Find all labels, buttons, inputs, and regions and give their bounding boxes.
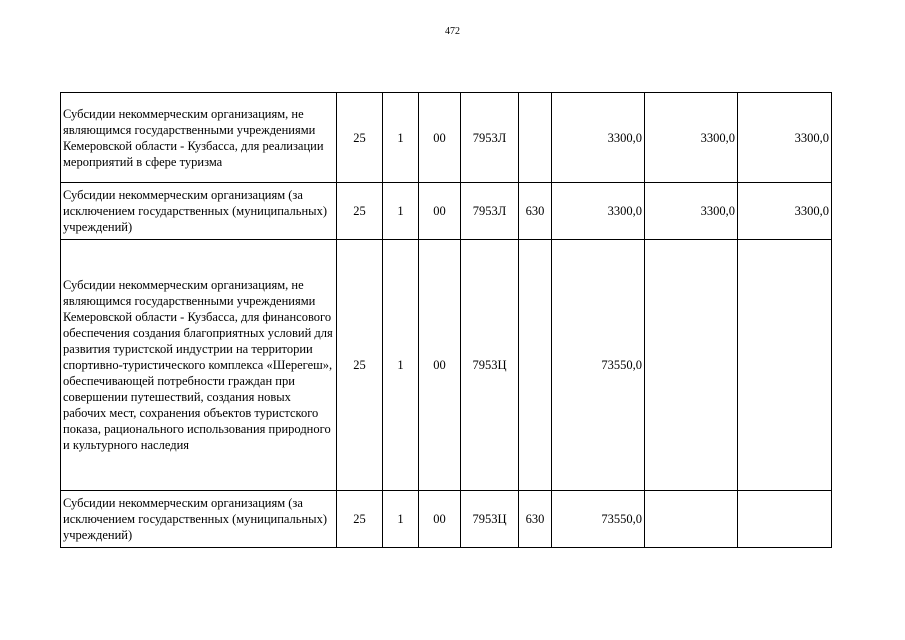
table-row [61, 491, 832, 548]
amount-year3-cell [738, 491, 832, 548]
expense-name-cell: Субсидии некоммерческим организациям, не являющимся государственными учреждениями Кемеровской области - Кузбасса, для финансового обеспечения создания благоприятных условий для развития туристской индустрии на территории спортивно-туристического комплекса «Шерегеш», обеспечивающей потребности граждан при совершении путешествий, создания новых рабочих мест, сохранения объектов туристского показа, рационального использования природного и культурного наследия [61, 240, 337, 491]
amount-year3-cell: 3300,0 [738, 183, 832, 240]
amount-year3-cell: 3300,0 [738, 93, 832, 183]
target-article-cell: 7953Ц [461, 491, 519, 548]
table-row [61, 240, 832, 491]
target-article-cell: 7953Л [461, 183, 519, 240]
expense-name-cell: Субсидии некоммерческим организациям (за исключением государственных (муниципальных) учреждений) [61, 183, 337, 240]
amount-year2-cell: 3300,0 [645, 93, 738, 183]
subsection-code-cell: 00 [419, 93, 461, 183]
section-code-cell: 1 [383, 93, 419, 183]
subsection-code-cell: 00 [419, 491, 461, 548]
amount-year1-cell: 3300,0 [552, 183, 645, 240]
expense-type-cell [519, 240, 552, 491]
ministry-code-cell: 25 [337, 240, 383, 491]
amount-year1-cell: 3300,0 [552, 93, 645, 183]
expense-type-cell: 630 [519, 183, 552, 240]
amount-year2-cell: 3300,0 [645, 183, 738, 240]
expense-name-cell: Субсидии некоммерческим организациям, не являющимся государственными учреждениями Кемеровской области - Кузбасса, для реализации мероприятий в сфере туризма [61, 93, 337, 183]
subsection-code-cell: 00 [419, 240, 461, 491]
ministry-code-cell: 25 [337, 93, 383, 183]
subsection-code-cell: 00 [419, 183, 461, 240]
expense-type-cell: 630 [519, 491, 552, 548]
section-code-cell: 1 [383, 240, 419, 491]
ministry-code-cell: 25 [337, 183, 383, 240]
expense-type-cell [519, 93, 552, 183]
page-number: 472 [445, 26, 460, 37]
table-row [61, 93, 832, 183]
target-article-cell: 7953Ц [461, 240, 519, 491]
table-row [61, 183, 832, 240]
ministry-code-cell: 25 [337, 491, 383, 548]
expense-name-cell: Субсидии некоммерческим организациям (за исключением государственных (муниципальных) учреждений) [61, 491, 337, 548]
budget-table [60, 92, 832, 548]
amount-year3-cell [738, 240, 832, 491]
amount-year1-cell: 73550,0 [552, 240, 645, 491]
amount-year1-cell: 73550,0 [552, 491, 645, 548]
section-code-cell: 1 [383, 183, 419, 240]
amount-year2-cell [645, 491, 738, 548]
target-article-cell: 7953Л [461, 93, 519, 183]
section-code-cell: 1 [383, 491, 419, 548]
amount-year2-cell [645, 240, 738, 491]
